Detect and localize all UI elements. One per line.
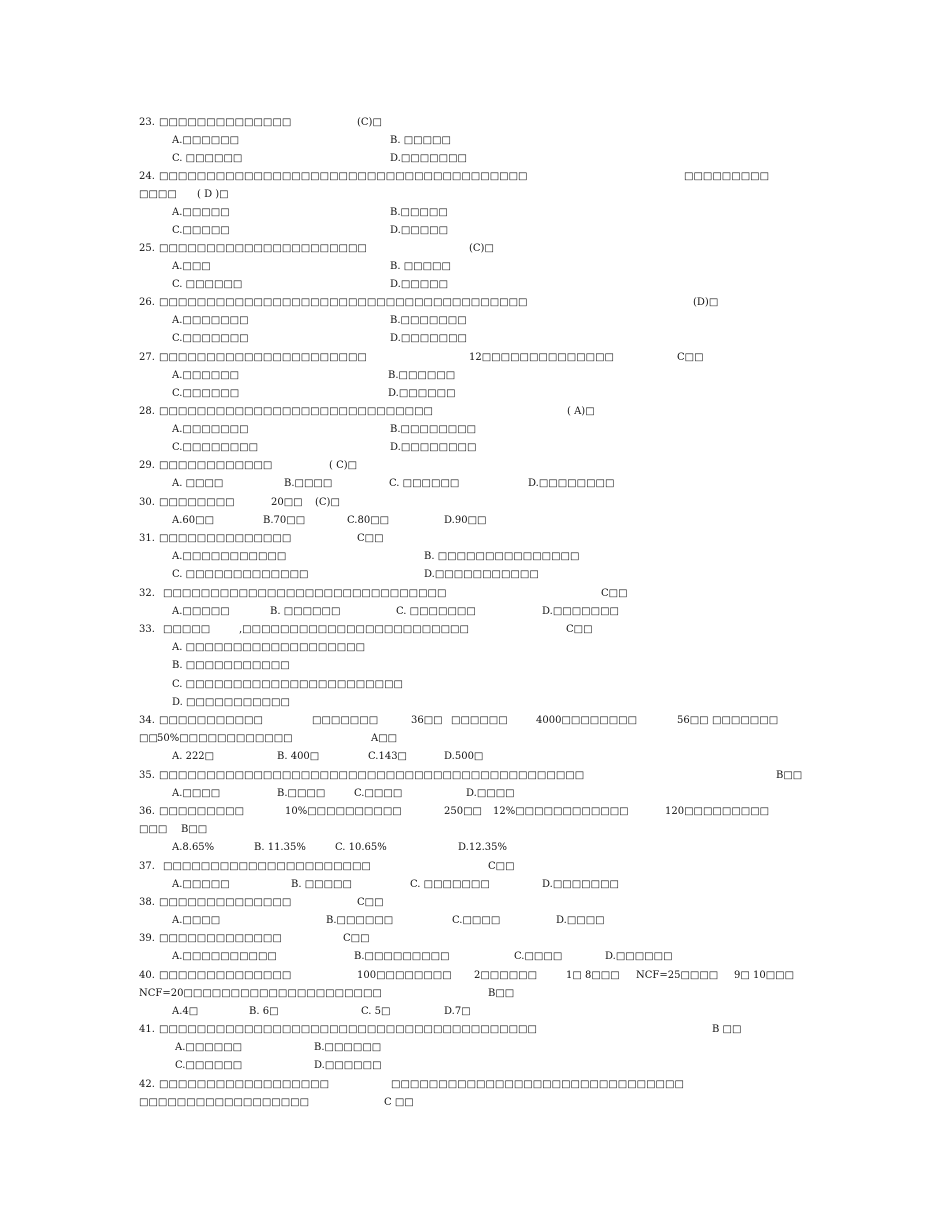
question-number: 33.	[139, 624, 155, 635]
option-row	[0, 258, 950, 276]
option-a: A.60□□	[172, 515, 215, 526]
question-stem-part: 12□□□□□□□□□□□□□□	[469, 352, 614, 363]
option-a: A.□□□□	[172, 788, 221, 799]
question-stem-part: ,□□□□□□□□□□□□□□□□□□□□□□□□	[239, 624, 469, 635]
question-continuation	[0, 821, 950, 839]
question-number: 30.	[139, 497, 155, 508]
option-b: B.□□□□□□□□□	[354, 951, 450, 962]
question-answer: C□□	[566, 624, 593, 635]
option-row	[0, 1003, 950, 1021]
option-c: C. □□□□□□□□□□□□□□□□□□□□□□□	[172, 679, 403, 690]
question-stem-part: 20□□	[271, 497, 303, 508]
option-row	[0, 785, 950, 803]
question-answer: (D)□	[693, 297, 719, 308]
question-31	[0, 530, 950, 548]
question-stem: □□□□□□□□□□□□□□□□□□	[159, 1079, 330, 1090]
option-b: B.□□□□□□	[388, 370, 456, 381]
question-answer: C□□	[343, 933, 370, 944]
option-c: C.80□□	[347, 515, 390, 526]
question-number: 23.	[139, 117, 155, 128]
option-a: A.□□□□	[172, 915, 221, 926]
option-d: D. □□□□□□□□□□□	[172, 697, 290, 708]
question-30	[0, 494, 950, 512]
question-number: 40.	[139, 970, 155, 981]
question-stem: □□□□□□□□□□□□□□□□□□□□□□□□□□□□□	[159, 406, 433, 417]
question-answer: A□□	[371, 733, 398, 744]
question-stem-part: □□□□□□	[451, 715, 508, 726]
question-33	[0, 621, 950, 639]
question-stem-part: □□□□□□□□□□□□□□□□□□□□□□□□□□□□□□□	[391, 1079, 684, 1090]
option-d: D.12.35%	[458, 842, 507, 853]
option-row	[0, 748, 950, 766]
question-stem: □□□□□□□□□□□□□□□□□□□□□□	[159, 243, 367, 254]
option-c: C.□□□□□	[172, 225, 230, 236]
option-b: B. □□□□□□	[270, 606, 341, 617]
question-stem-cont: □□□	[139, 824, 168, 835]
question-number: 41.	[139, 1024, 155, 1035]
option-row	[0, 839, 950, 857]
option-row	[0, 548, 950, 566]
question-stem: □□□□□□□□□□□□□□	[159, 533, 292, 544]
option-row	[0, 132, 950, 150]
option-d: D.□□□□	[556, 915, 605, 926]
option-c: C. 10.65%	[335, 842, 387, 853]
option-d: D.□□□□□□	[605, 951, 673, 962]
question-number: 39.	[139, 933, 155, 944]
question-answer: B □□	[712, 1024, 742, 1035]
question-stem-part: 36□□	[411, 715, 443, 726]
question-answer: ( D )□	[197, 189, 229, 200]
option-a: A.□□□□□	[172, 879, 230, 890]
option-b: B. □□□□□	[291, 879, 352, 890]
option-row	[0, 150, 950, 168]
option-b: B.□□□□□□□	[390, 315, 467, 326]
question-stem-cont: □□	[139, 733, 158, 744]
question-answer: ( C)□	[329, 460, 358, 471]
option-a: A.□□□□□	[172, 606, 230, 617]
option-row	[0, 603, 950, 621]
option-d: D.□□□□□□□□□□□	[424, 569, 539, 580]
option-c: C. □□□□□□□	[396, 606, 476, 617]
question-stem: □□□□□□□□	[159, 497, 235, 508]
question-stem-part: 120□□□□□□□□□	[665, 806, 770, 817]
question-stem-part: 2□□□□□□	[474, 970, 538, 981]
question-stem: □□□□□□□□□□□□□□	[159, 897, 292, 908]
question-stem: □□□□□	[163, 624, 211, 635]
option-a: A.□□□□□	[172, 207, 230, 218]
option-a: A.□□□□□□	[172, 370, 240, 381]
option-row	[0, 421, 950, 439]
question-answer: C□□	[357, 533, 384, 544]
option-c: C.□□□□□□□□	[172, 442, 259, 453]
question-39	[0, 930, 950, 948]
option-c: C. □□□□□□□	[410, 879, 490, 890]
question-answer: C□□	[488, 861, 515, 872]
option-c: C.□□□□□□	[172, 388, 240, 399]
option-c: C. □□□□□□	[389, 478, 460, 489]
option-row	[0, 948, 950, 966]
question-40	[0, 967, 950, 985]
option-row	[0, 330, 950, 348]
option-d: D.□□□□□□□□	[390, 442, 477, 453]
question-stem: □□□□□□□□□□□□□□	[159, 117, 292, 128]
question-38	[0, 894, 950, 912]
option-row	[0, 439, 950, 457]
option-d: D.□□□□□□□	[390, 333, 467, 344]
option-d: D.90□□	[444, 515, 487, 526]
question-42	[0, 1076, 950, 1094]
question-number: 35.	[139, 770, 155, 781]
question-stem: □□□□□□□□□□□	[159, 715, 263, 726]
option-d: D.□□□□□	[390, 225, 449, 236]
option-b: B. □□□□□	[390, 135, 451, 146]
option-b: B.□□□□	[277, 788, 326, 799]
option-row	[0, 204, 950, 222]
option-b: B. □□□□□	[390, 261, 451, 272]
question-number: 36.	[139, 806, 155, 817]
option-row	[0, 657, 950, 675]
question-stem: □□□□□□□□□□□□□□□□□□□□□□	[159, 352, 367, 363]
option-row	[0, 512, 950, 530]
option-b: B. □□□□□□□□□□□□□□□	[424, 551, 580, 562]
question-36	[0, 803, 950, 821]
question-number: 25.	[139, 243, 155, 254]
option-d: D.□□□□□	[390, 279, 449, 290]
question-stem-part: 4000□□□□□□□□	[536, 715, 638, 726]
question-answer: (C)□	[469, 243, 494, 254]
option-b: B. 400□	[277, 751, 320, 762]
option-c: C. □□□□□□	[172, 279, 243, 290]
question-stem: □□□□□□□□□	[159, 806, 245, 817]
option-a: A.4□	[172, 1006, 199, 1017]
option-a: A. □□□□□□□□□□□□□□□□□□□	[172, 642, 366, 653]
question-answer: C □□	[384, 1097, 414, 1108]
option-row	[0, 385, 950, 403]
question-answer: (C)□	[315, 497, 340, 508]
question-answer: B□□	[181, 824, 208, 835]
option-b: B. 6□	[249, 1006, 279, 1017]
option-b: B.□□□□□□	[314, 1042, 382, 1053]
question-stem-cont: □□□□□□□□□□□□□□□□□□	[139, 1097, 310, 1108]
option-d: D.□□□□	[466, 788, 515, 799]
question-number: 27.	[139, 352, 155, 363]
question-35	[0, 767, 950, 785]
question-answer: B□□	[488, 988, 515, 999]
question-number: 28.	[139, 406, 155, 417]
question-stem-part: 1□ 8□□□	[566, 970, 620, 981]
option-row	[0, 876, 950, 894]
question-stem-part: □□□□□□□□□	[684, 171, 770, 182]
question-stem: □□□□□□□□□□□□□□□□□□□□□□□□□□□□□□□□□□□□□□□	[159, 171, 528, 182]
question-26	[0, 294, 950, 312]
question-answer: B□□	[776, 770, 803, 781]
question-continuation	[0, 730, 950, 748]
option-d: D.7□	[444, 1006, 471, 1017]
option-row	[0, 312, 950, 330]
question-32	[0, 585, 950, 603]
question-stem-part: 56□□	[677, 715, 709, 726]
question-stem-part: 10%□□□□□□□□□□	[285, 806, 402, 817]
question-number: 34.	[139, 715, 155, 726]
option-b: B. □□□□□□□□□□□	[172, 660, 290, 671]
option-b: B.□□□□	[284, 478, 333, 489]
question-stem-cont: □□□□	[139, 189, 177, 200]
option-d: D.□□□□□□	[388, 388, 456, 399]
question-stem: □□□□□□□□□□□□□□□□□□□□□□	[163, 861, 371, 872]
option-d: D.□□□□□□	[314, 1060, 382, 1071]
option-row	[0, 1039, 950, 1057]
option-d: D.□□□□□□□	[542, 606, 619, 617]
option-d: D.□□□□□□□	[390, 153, 467, 164]
question-stem: □□□□□□□□□□□□□□□□□□□□□□□□□□□□□□	[163, 588, 447, 599]
option-d: D.□□□□□□□	[542, 879, 619, 890]
option-a: A.□□□□□□□□□□	[172, 951, 277, 962]
option-b: B.□□□□□□□□	[390, 424, 477, 435]
question-23	[0, 114, 950, 132]
option-c: C.□□□□	[354, 788, 403, 799]
option-row	[0, 367, 950, 385]
option-a: A.□□□□□□□	[172, 315, 249, 326]
option-c: C.□□□□□□	[175, 1060, 243, 1071]
question-41	[0, 1021, 950, 1039]
question-number: 31.	[139, 533, 155, 544]
option-c: C. □□□□□□□□□□□□□	[172, 569, 309, 580]
option-a: A.□□□□□□	[175, 1042, 243, 1053]
question-25	[0, 240, 950, 258]
option-row	[0, 1057, 950, 1075]
question-stem-part: 250□□	[444, 806, 482, 817]
question-24	[0, 168, 950, 186]
question-number: 26.	[139, 297, 155, 308]
option-c: C.□□□□	[514, 951, 563, 962]
question-answer: C□□	[357, 897, 384, 908]
question-continuation	[0, 1094, 950, 1112]
option-a: A.□□□□□□	[172, 135, 240, 146]
option-row	[0, 912, 950, 930]
option-a: A. □□□□	[172, 478, 224, 489]
question-answer: ( A)□	[567, 406, 595, 417]
option-row	[0, 566, 950, 584]
question-37	[0, 858, 950, 876]
question-stem: □□□□□□□□□□□□□	[159, 933, 282, 944]
question-number: 37.	[139, 861, 155, 872]
question-continuation	[0, 985, 950, 1003]
option-d: D.500□	[444, 751, 484, 762]
option-row	[0, 694, 950, 712]
option-b: B.70□□	[263, 515, 306, 526]
question-number: 38.	[139, 897, 155, 908]
question-answer: (C)□	[357, 117, 382, 128]
option-c: C. □□□□□□	[172, 153, 243, 164]
question-27	[0, 349, 950, 367]
question-stem: □□□□□□□□□□□□□□□□□□□□□□□□□□□□□□□□□□□□□□□	[159, 297, 528, 308]
option-row	[0, 639, 950, 657]
option-row	[0, 676, 950, 694]
option-a: A. 222□	[172, 751, 215, 762]
option-a: A.□□□□□□□	[172, 424, 249, 435]
question-stem-part: NCF=25□□□□	[636, 970, 719, 981]
option-b: B.□□□□□□	[326, 915, 394, 926]
question-stem-part: □□□□□□□	[712, 715, 779, 726]
option-c: C.□□□□□□□	[172, 333, 249, 344]
question-stem: □□□□□□□□□□□□□□□□□□□□□□□□□□□□□□□□□□□□□□□□□□□□□	[159, 770, 585, 781]
option-a: A.8.65%	[172, 842, 215, 853]
question-number: 32.	[139, 588, 155, 599]
question-29	[0, 457, 950, 475]
option-d: D.□□□□□□□□	[528, 478, 615, 489]
option-a: A.□□□□□□□□□□□	[172, 551, 287, 562]
option-b: B.□□□□□	[390, 207, 448, 218]
option-c: C.□□□□	[452, 915, 501, 926]
question-stem: □□□□□□□□□□□□□□□□□□□□□□□□□□□□□□□□□□□□□□□□	[159, 1024, 537, 1035]
question-answer: C□□	[601, 588, 628, 599]
option-b: B. 11.35%	[254, 842, 306, 853]
question-number: 42.	[139, 1079, 155, 1090]
question-stem-part: 9□ 10□□□	[734, 970, 795, 981]
question-continuation	[0, 186, 950, 204]
option-row	[0, 276, 950, 294]
question-number: 29.	[139, 460, 155, 471]
option-row	[0, 222, 950, 240]
option-a: A.□□□	[172, 261, 211, 272]
question-number: 24.	[139, 171, 155, 182]
question-stem-part: □□□□□□□	[312, 715, 379, 726]
question-stem: □□□□□□□□□□□□	[159, 460, 273, 471]
question-stem-part: 12%□□□□□□□□□□□□	[493, 806, 629, 817]
option-c: C.143□	[368, 751, 408, 762]
question-stem-cont: 50%□□□□□□□□□□□□	[157, 733, 293, 744]
question-stem-cont: NCF=20□□□□□□□□□□□□□□□□□□□□□	[139, 988, 382, 999]
question-answer: C□□	[677, 352, 704, 363]
question-stem-part: 100□□□□□□□□	[357, 970, 452, 981]
option-c: C. 5□	[361, 1006, 391, 1017]
question-34	[0, 712, 950, 730]
question-28	[0, 403, 950, 421]
question-stem: □□□□□□□□□□□□□□	[159, 970, 292, 981]
option-row	[0, 475, 950, 493]
